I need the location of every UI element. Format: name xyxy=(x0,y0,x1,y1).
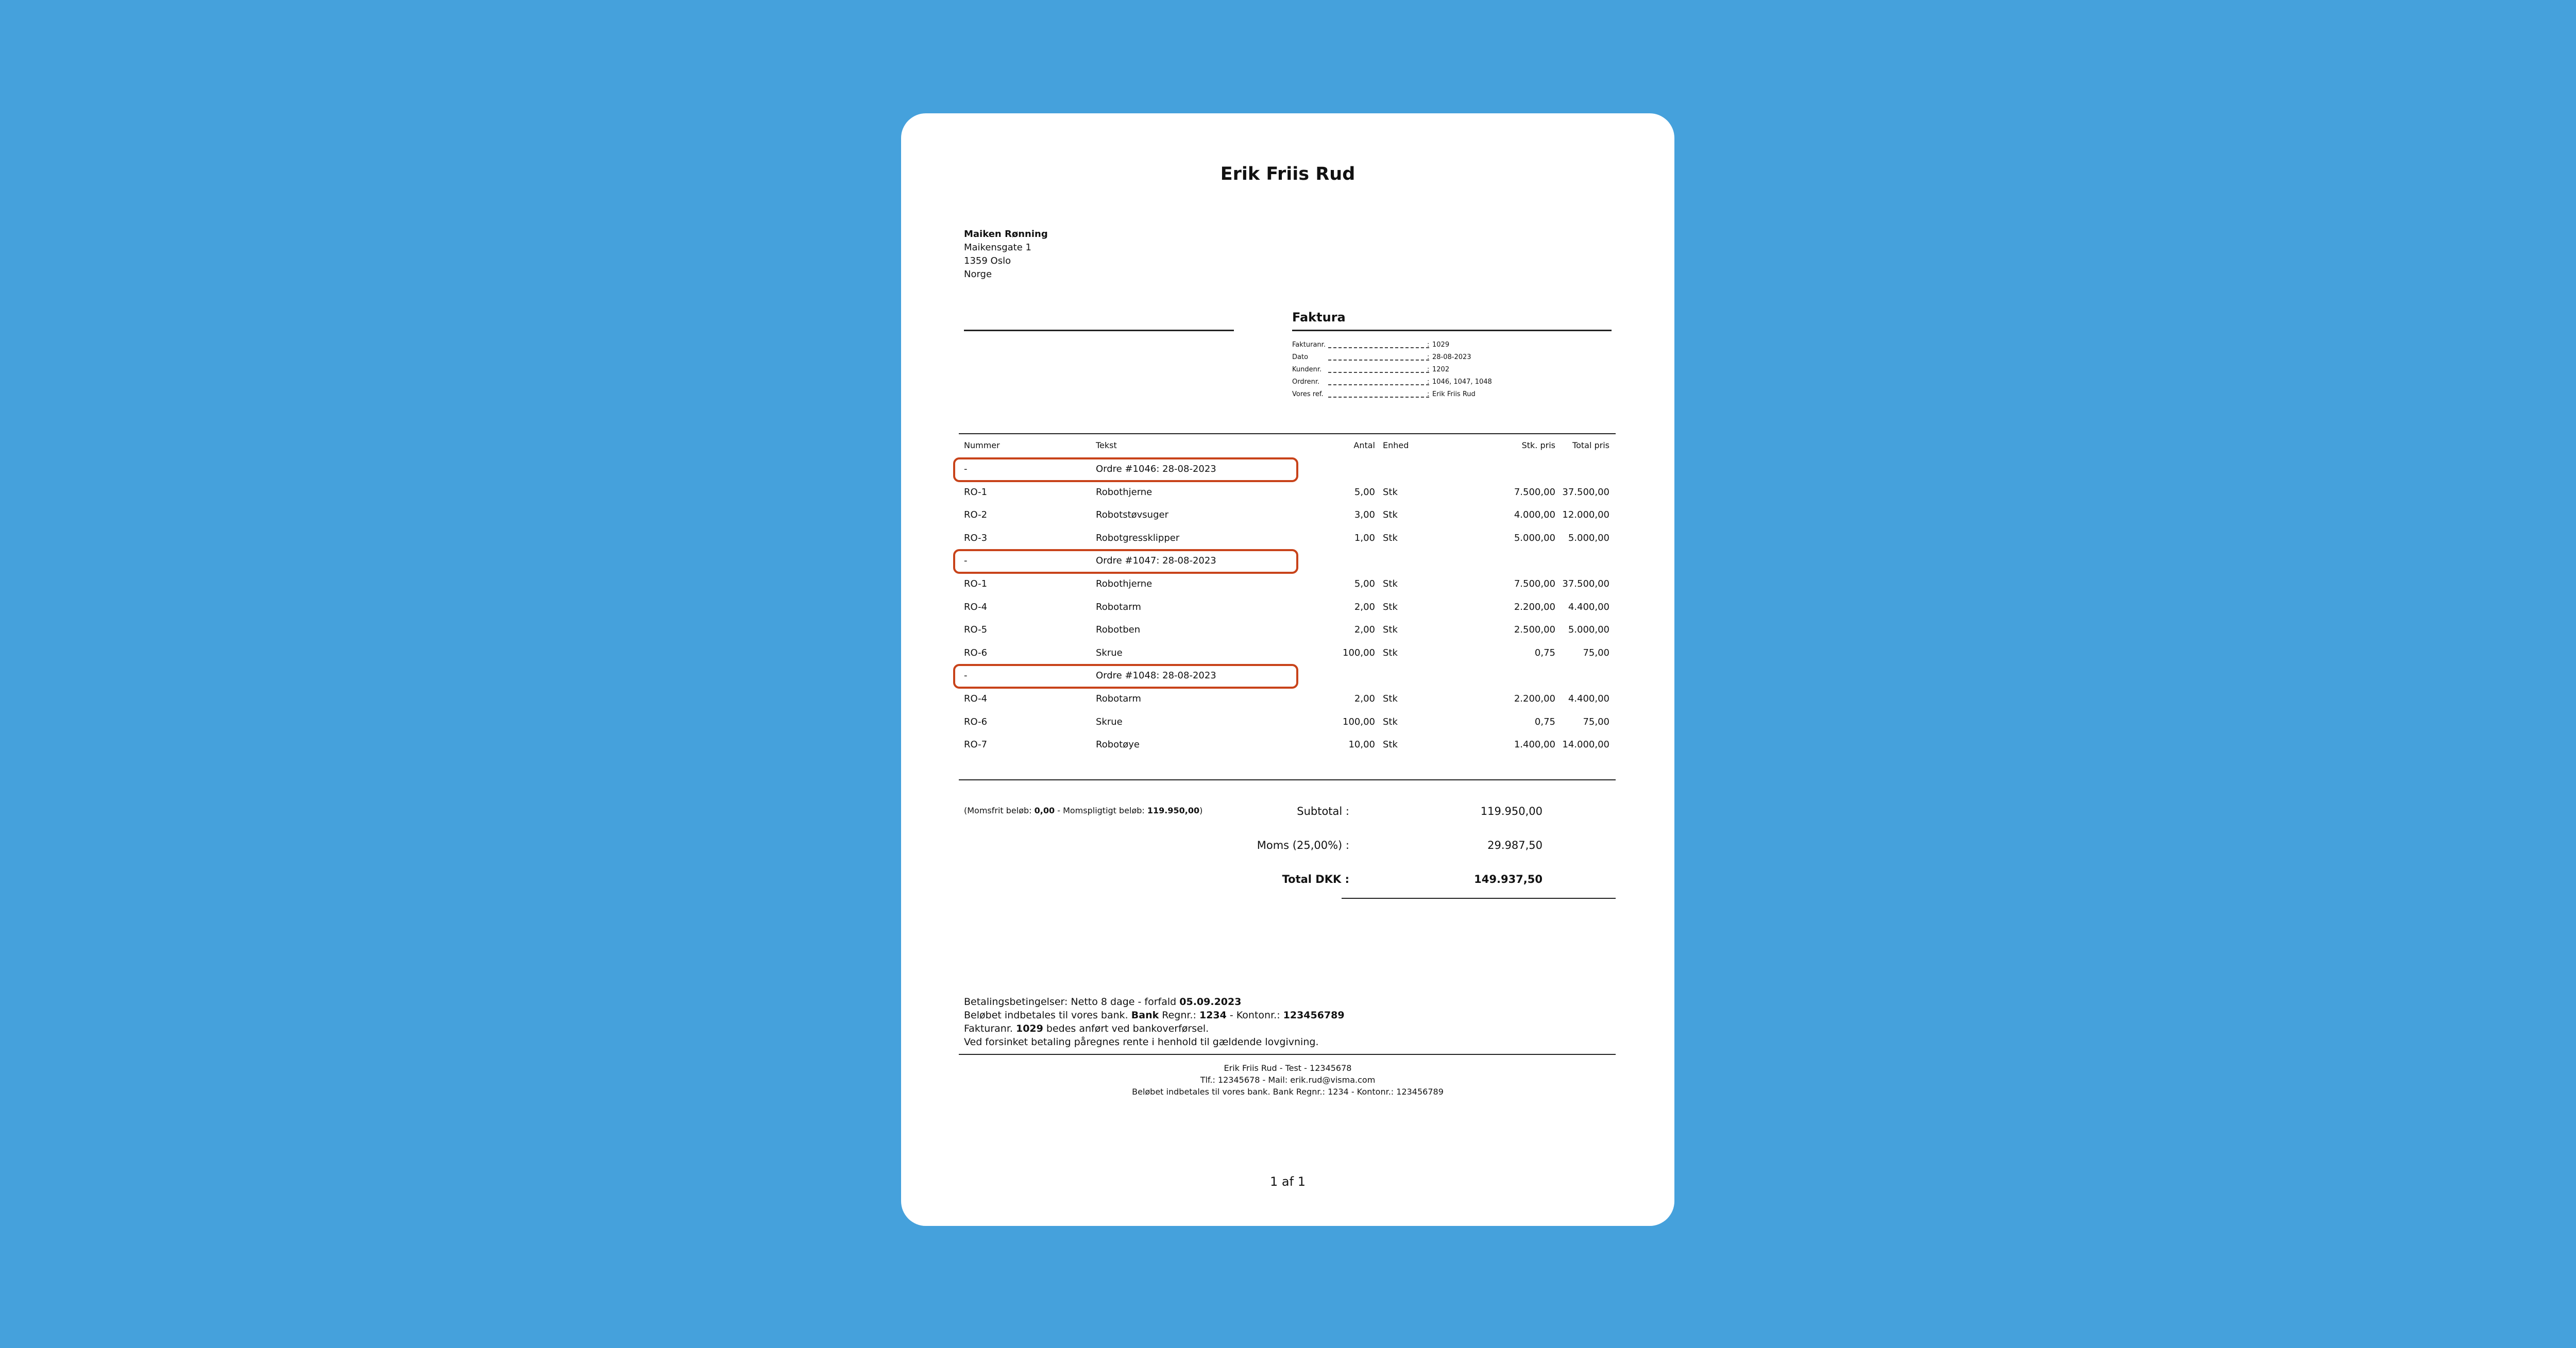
order-row-number: - xyxy=(964,464,968,474)
seller-name: Erik Friis Rud xyxy=(1220,164,1355,184)
invoice-page xyxy=(901,113,1674,1226)
table-row-number: RO-6 xyxy=(964,647,988,658)
table-row-number: RO-1 xyxy=(964,578,988,589)
table-row-unit: Stk xyxy=(1383,509,1398,521)
table-row-unit-price: 7.500,00 xyxy=(1514,578,1555,589)
total-value: 149.937,50 xyxy=(1474,873,1543,885)
footer xyxy=(901,1062,1674,1098)
table-row-number: RO-1 xyxy=(964,486,988,498)
table-row-number: RO-6 xyxy=(964,716,988,727)
invoice-meta-value: 28-08-2023 xyxy=(1432,353,1471,361)
table-row-unit: Stk xyxy=(1383,693,1398,704)
subtotal-label: Subtotal : xyxy=(1297,805,1349,817)
table-row-total: 75,00 xyxy=(1583,716,1609,727)
invoice-meta-row xyxy=(1292,390,1560,402)
recipient-address xyxy=(964,228,1048,281)
meta-colon: : xyxy=(1427,353,1430,361)
table-row-total: 37.500,00 xyxy=(1562,486,1609,498)
table-row-unit: Stk xyxy=(1383,739,1398,750)
order-row-text: Ordre #1047: 28-08-2023 xyxy=(1096,555,1216,567)
invoice-meta-row xyxy=(1292,353,1560,365)
meta-colon: : xyxy=(1427,366,1430,373)
table-row-unit-price: 7.500,00 xyxy=(1514,486,1555,498)
table-row-unit-price: 5.000,00 xyxy=(1514,532,1555,543)
table-row-unit-price: 2.200,00 xyxy=(1514,601,1555,612)
invoice-meta-row xyxy=(1292,378,1560,389)
invoice-meta-value: 1202 xyxy=(1432,366,1450,373)
table-row-qty: 10,00 xyxy=(1348,739,1375,750)
leader-dots xyxy=(1328,397,1429,398)
table-row-total: 37.500,00 xyxy=(1562,578,1609,589)
table-row-unit: Stk xyxy=(1383,578,1398,589)
table-header-number: Nummer xyxy=(964,440,1000,450)
table-row-qty: 5,00 xyxy=(1354,578,1375,589)
table-row-total: 5.000,00 xyxy=(1568,532,1609,543)
meta-colon: : xyxy=(1427,390,1430,398)
table-row-qty: 2,00 xyxy=(1354,693,1375,704)
order-row-text: Ordre #1046: 28-08-2023 xyxy=(1096,464,1216,474)
leader-dots xyxy=(1328,372,1429,373)
table-row-number: RO-3 xyxy=(964,532,988,543)
footer-line-3: Beløbet indbetales til vores bank. Bank Regnr.: 1234 - Kontonr.: 123456789 xyxy=(1132,1087,1444,1097)
terms-line-4: Ved forsinket betaling påregnes rente i henhold til gældende lovgivning. xyxy=(964,1036,1319,1048)
table-row-text: Robotarm xyxy=(1096,601,1141,612)
table-row-unit-price: 0,75 xyxy=(1534,716,1555,727)
vat-label: Moms (25,00%) : xyxy=(1257,839,1349,851)
vat-value: 29.987,50 xyxy=(1487,839,1543,851)
terms-line-3: Fakturanr. 1029 bedes anført ved bankoverførsel. xyxy=(964,1023,1209,1034)
total-label: Total DKK : xyxy=(1282,873,1349,885)
table-bottom-rule xyxy=(959,779,1616,780)
table-row-total: 14.000,00 xyxy=(1562,739,1609,750)
invoice-meta-row xyxy=(1292,366,1560,377)
table-row-unit: Stk xyxy=(1383,716,1398,727)
table-row-qty: 1,00 xyxy=(1354,532,1375,543)
table-row-unit-price: 4.000,00 xyxy=(1514,509,1555,521)
table-row-total: 4.400,00 xyxy=(1568,693,1609,704)
invoice-title: Faktura xyxy=(1292,310,1346,325)
recipient-address-line1: Maikensgate 1 xyxy=(964,242,1031,253)
table-row-total: 75,00 xyxy=(1583,647,1609,658)
terms-line-1: Betalingsbetingelser: Netto 8 dage - forfald 05.09.2023 xyxy=(964,996,1242,1008)
table-row-unit: Stk xyxy=(1383,601,1398,612)
table-header-unit: Enhed xyxy=(1383,440,1409,450)
invoice-meta-label: Kundenr. xyxy=(1292,366,1322,373)
table-row-number: RO-4 xyxy=(964,601,988,612)
table-row-qty: 5,00 xyxy=(1354,486,1375,498)
table-row-unit: Stk xyxy=(1383,624,1398,636)
table-row-text: Robotøye xyxy=(1096,739,1140,750)
total-underline xyxy=(1342,898,1616,899)
order-row-number: - xyxy=(964,670,968,681)
table-row-total: 4.400,00 xyxy=(1568,601,1609,612)
table-row-number: RO-7 xyxy=(964,739,988,750)
table-row-text: Robotben xyxy=(1096,624,1141,636)
table-row-total: 5.000,00 xyxy=(1568,624,1609,636)
table-row-qty: 2,00 xyxy=(1354,624,1375,636)
table-row-qty: 3,00 xyxy=(1354,509,1375,521)
table-row-text: Robotarm xyxy=(1096,693,1141,704)
right-divider xyxy=(1292,330,1612,331)
invoice-meta-label: Dato xyxy=(1292,353,1309,361)
order-row-text: Ordre #1048: 28-08-2023 xyxy=(1096,670,1216,681)
table-row-text: Robothjerne xyxy=(1096,486,1153,498)
table-row-qty: 100,00 xyxy=(1343,647,1375,658)
table-row-text: Skrue xyxy=(1096,716,1123,727)
invoice-meta-label: Fakturanr. xyxy=(1292,341,1326,349)
invoice-meta-value: Erik Friis Rud xyxy=(1432,390,1476,398)
invoice-meta-value: 1029 xyxy=(1432,341,1450,349)
table-row-unit-price: 0,75 xyxy=(1534,647,1555,658)
table-row-unit: Stk xyxy=(1383,647,1398,658)
table-row-text: Skrue xyxy=(1096,647,1123,658)
table-row-text: Robothjerne xyxy=(1096,578,1153,589)
table-header-total: Total pris xyxy=(1572,440,1609,450)
table-header-unit-price: Stk. pris xyxy=(1521,440,1555,450)
recipient-name: Maiken Rønning xyxy=(964,229,1048,240)
leader-dots xyxy=(1328,384,1429,385)
footer-line-1: Erik Friis Rud - Test - 12345678 xyxy=(1224,1063,1352,1073)
table-row-unit-price: 2.500,00 xyxy=(1514,624,1555,636)
table-row-number: RO-4 xyxy=(964,693,988,704)
table-header-qty: Antal xyxy=(1353,440,1375,450)
page-number: 1 af 1 xyxy=(1270,1174,1306,1189)
invoice-meta-label: Vores ref. xyxy=(1292,390,1324,398)
footer-rule xyxy=(959,1054,1616,1055)
table-header-text: Tekst xyxy=(1096,440,1117,450)
recipient-country: Norge xyxy=(964,269,992,280)
invoice-meta-row xyxy=(1292,341,1560,352)
left-divider xyxy=(964,330,1234,331)
leader-dots xyxy=(1328,347,1429,348)
recipient-address-line2: 1359 Oslo xyxy=(964,255,1011,266)
invoice-meta-label: Ordrenr. xyxy=(1292,378,1320,386)
table-row-total: 12.000,00 xyxy=(1562,509,1609,521)
table-row-unit-price: 2.200,00 xyxy=(1514,693,1555,704)
table-row-qty: 2,00 xyxy=(1354,601,1375,612)
subtotal-value: 119.950,00 xyxy=(1480,805,1543,817)
order-row-number: - xyxy=(964,555,968,567)
leader-dots xyxy=(1328,360,1429,361)
table-row-text: Robotgressklipper xyxy=(1096,532,1180,543)
table-row-unit: Stk xyxy=(1383,486,1398,498)
meta-colon: : xyxy=(1427,341,1430,349)
table-row-unit-price: 1.400,00 xyxy=(1514,739,1555,750)
table-top-rule xyxy=(959,433,1616,434)
invoice-meta-value: 1046, 1047, 1048 xyxy=(1432,378,1492,386)
table-row-qty: 100,00 xyxy=(1343,716,1375,727)
meta-colon: : xyxy=(1427,378,1430,386)
terms-line-2: Beløbet indbetales til vores bank. Bank Regnr.: 1234 - Kontonr.: 123456789 xyxy=(964,1010,1345,1021)
table-row-text: Robotstøvsuger xyxy=(1096,509,1168,521)
payment-terms xyxy=(964,995,1345,1049)
table-row-unit: Stk xyxy=(1383,532,1398,543)
footer-line-2: Tlf.: 12345678 - Mail: erik.rud@visma.com xyxy=(1200,1075,1376,1085)
vat-note: (Momsfrit beløb: 0,00 - Momspligtigt beløb: 119.950,00) xyxy=(964,806,1203,815)
table-row-number: RO-2 xyxy=(964,509,988,521)
table-row-number: RO-5 xyxy=(964,624,988,636)
